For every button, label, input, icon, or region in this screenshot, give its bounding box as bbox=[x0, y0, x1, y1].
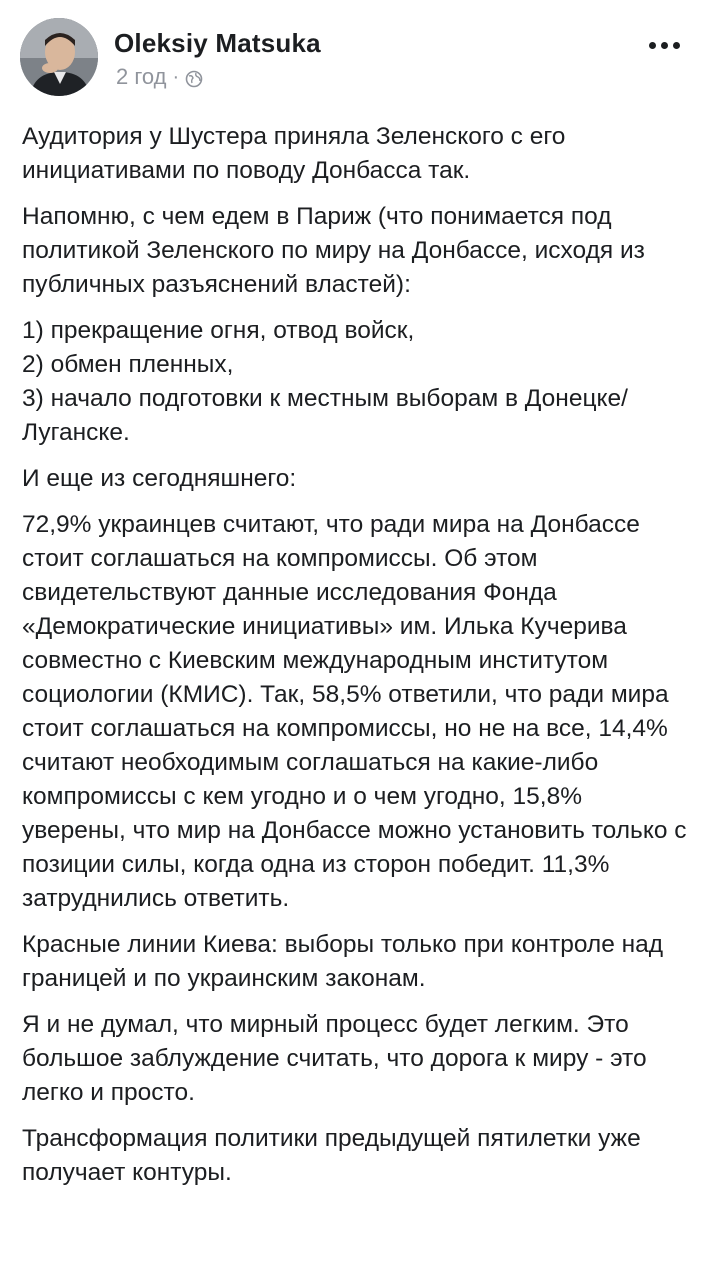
post-paragraph: 72,9% украинцев считают, что ради мира на Донбассе стоит соглашаться на компромиссы. Об этом свидетельствуют данные исследования Фонда «Демократические инициативы» им. Илька Кучерива совместно с Киевским международным институтом социологии (КМИС). Так, 58,5% ответили, что ради мира стоит соглашаться на компромиссы, но не на все, 14,4% считают необходимым соглашаться на какие-либо компромиссы с кем угодно и о чем угодно, 15,8% уверены, что мир на Донбассе можно установить только с позиции силы, когда одна из сторон победит. 11,3% затруднились ответить. bbox=[22, 511, 687, 912]
list-item: 1) прекращение огня, отвод войск, bbox=[22, 317, 415, 344]
post-paragraph: Красные линии Киева: выборы только при контроле над границей и по украинским законам. bbox=[22, 931, 664, 992]
post-paragraph: Трансформация политики предыдущей пятилетки уже получает контуры. bbox=[22, 1125, 641, 1186]
post-timestamp[interactable]: 2 год bbox=[116, 64, 167, 89]
list-item: 2) обмен пленных, bbox=[22, 351, 234, 378]
post-paragraph: Напомню, с чем едем в Париж (что понимается под политикой Зеленского по миру на Донбассе, исходя из публичных разъяснений властей): bbox=[22, 203, 645, 298]
more-dot bbox=[649, 42, 656, 49]
list-item: 3) начало подготовки к местным выборам в Донецке/Луганске. bbox=[22, 385, 628, 446]
post-paragraph: И еще из сегодняшнего: bbox=[22, 465, 297, 492]
post-paragraph: Я и не думал, что мирный процесс будет легким. Это большое заблуждение считать, что дорога к миру - это легко и просто. bbox=[22, 1011, 647, 1106]
more-options-icon[interactable] bbox=[642, 30, 686, 60]
post-paragraph: Аудитория у Шустера приняла Зеленского с его инициативами по поводу Донбасса так. bbox=[22, 123, 566, 184]
author-avatar[interactable] bbox=[20, 18, 98, 96]
post-text bbox=[22, 120, 692, 1202]
more-dot bbox=[673, 42, 680, 49]
author-name[interactable]: Oleksiy Matsuka bbox=[114, 28, 321, 58]
numbered-list bbox=[22, 314, 692, 450]
post-meta bbox=[116, 64, 203, 90]
post-header bbox=[20, 16, 688, 100]
globe-icon bbox=[185, 68, 203, 86]
more-dot bbox=[661, 42, 668, 49]
meta-separator: · bbox=[172, 65, 180, 88]
